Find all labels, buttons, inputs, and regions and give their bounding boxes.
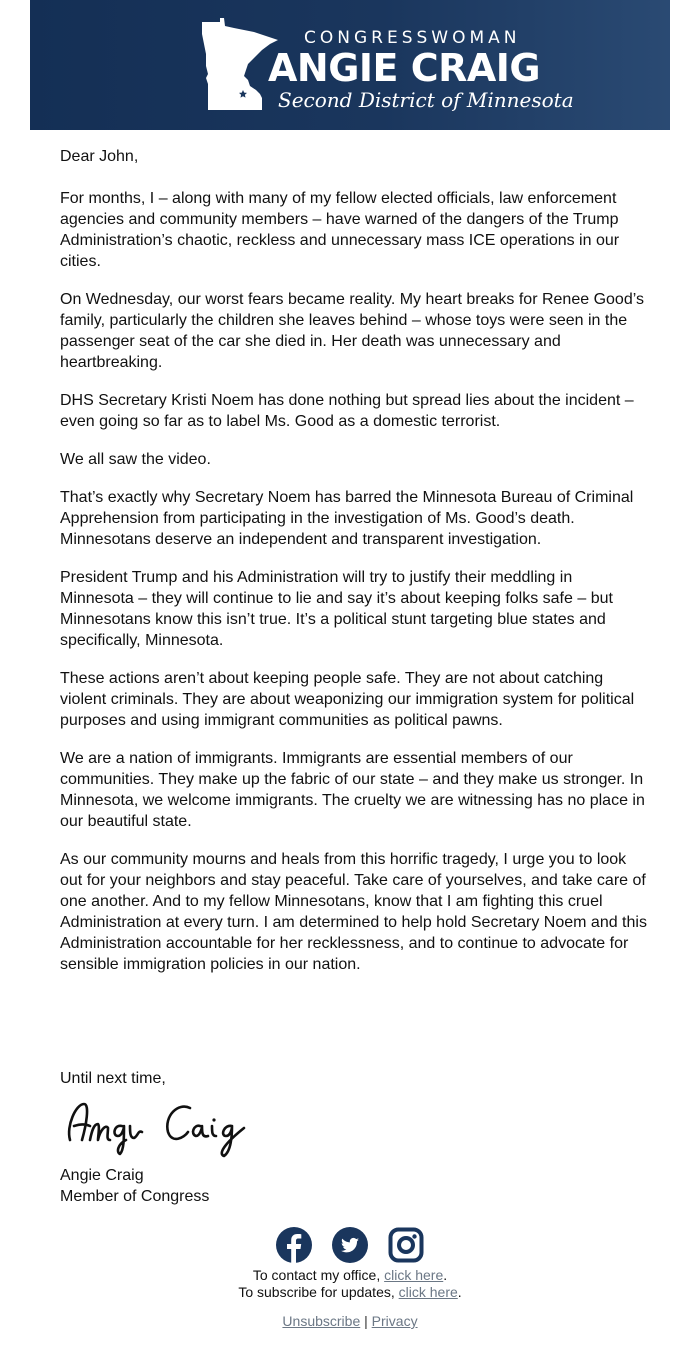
footer-links [0, 1313, 700, 1329]
contact-line [0, 1267, 700, 1284]
instagram-icon[interactable] [388, 1227, 424, 1263]
paragraph: President Trump and his Administration will try to justify their meddling in Minnesota – they will continue to lie and say it’s about keeping folks safe – but Minnesotans know this isn’t true. It’s a political stunt targeting blue states and specifically, Minnesota. [60, 569, 613, 649]
paragraph: These actions aren’t about keeping people safe. They are not about catching violent criminals. They are about weaponizing our immigration system for political purposes and using immigrant communities as political pawns. [60, 670, 635, 729]
contact-period: . [443, 1267, 448, 1283]
paragraph: DHS Secretary Kristi Noem has done nothing but spread lies about the incident – even going so far as to label Ms. Good as a domestic terrorist. [60, 392, 634, 430]
subscribe-period: . [457, 1284, 462, 1300]
paragraph: On Wednesday, our worst fears became reality. My heart breaks for Renee Good’s family, particularly the children she leaves behind – whose toys were seen in the passenger seat of the car she died in. Her death was unnecessary and heartbreaking. [60, 291, 644, 371]
link-separator: | [364, 1313, 368, 1329]
paragraph: As our community mourns and heals from this horrific tragedy, I urge you to look out for your neighbors and stay peaceful. Take care of yourselves, and take care of one another. And to my fellow Minnesotans, know that I am fighting this cruel Administration at every turn. I am determined to help hold Secretary Noem and this Administration accountable for her recklessness, and to continue to advocate for sensible immigration policies in our nation. [60, 851, 647, 973]
banner-title-name: ANGIE CRAIG [268, 46, 541, 90]
banner-title-congresswoman: CONGRESSWOMAN [304, 28, 521, 48]
subscribe-line [0, 1284, 700, 1301]
header-banner [30, 0, 670, 130]
greeting: Dear John, [60, 148, 139, 165]
signer-title: Member of Congress [60, 1188, 210, 1205]
footer-contact [0, 1267, 700, 1301]
unsubscribe-link[interactable]: Unsubscribe [282, 1313, 361, 1329]
signer-name: Angie Craig [60, 1167, 144, 1184]
facebook-icon[interactable] [276, 1227, 312, 1263]
paragraph: That’s exactly why Secretary Noem has barred the Minnesota Bureau of Criminal Apprehension from participating in the investigation of Ms. Good’s death. Minnesotans deserve an independent and transparent investigation. [60, 489, 634, 548]
paragraph: We are a nation of immigrants. Immigrants are essential members of our communities. They make up the fabric of our state – and they make us stronger. In Minnesota, we welcome immigrants. The cruelty we are witnessing has no place in our beautiful state. [60, 750, 645, 830]
closing-line: Until next time, [60, 1070, 166, 1087]
contact-text: To contact my office, [252, 1267, 385, 1283]
subscribe-link[interactable]: click here [398, 1284, 458, 1300]
subscribe-text: To subscribe for updates, [238, 1284, 399, 1300]
paragraph: For months, I – along with many of my fellow elected officials, law enforcement agencies and community members – have warned of the dangers of the Trump Administration’s chaotic, reckless and unnecessary mass ICE operations in our cities. [60, 190, 620, 270]
signer-block [60, 1165, 209, 1207]
privacy-link[interactable]: Privacy [371, 1313, 418, 1329]
social-links [0, 1227, 700, 1263]
letter-body [60, 146, 650, 992]
contact-office-link[interactable]: click here [384, 1267, 444, 1283]
signature-image [64, 1096, 249, 1158]
paragraph: We all saw the video. [60, 451, 211, 468]
banner-subtitle-district: Second District of Minnesota [278, 88, 574, 112]
twitter-icon[interactable] [332, 1227, 368, 1263]
